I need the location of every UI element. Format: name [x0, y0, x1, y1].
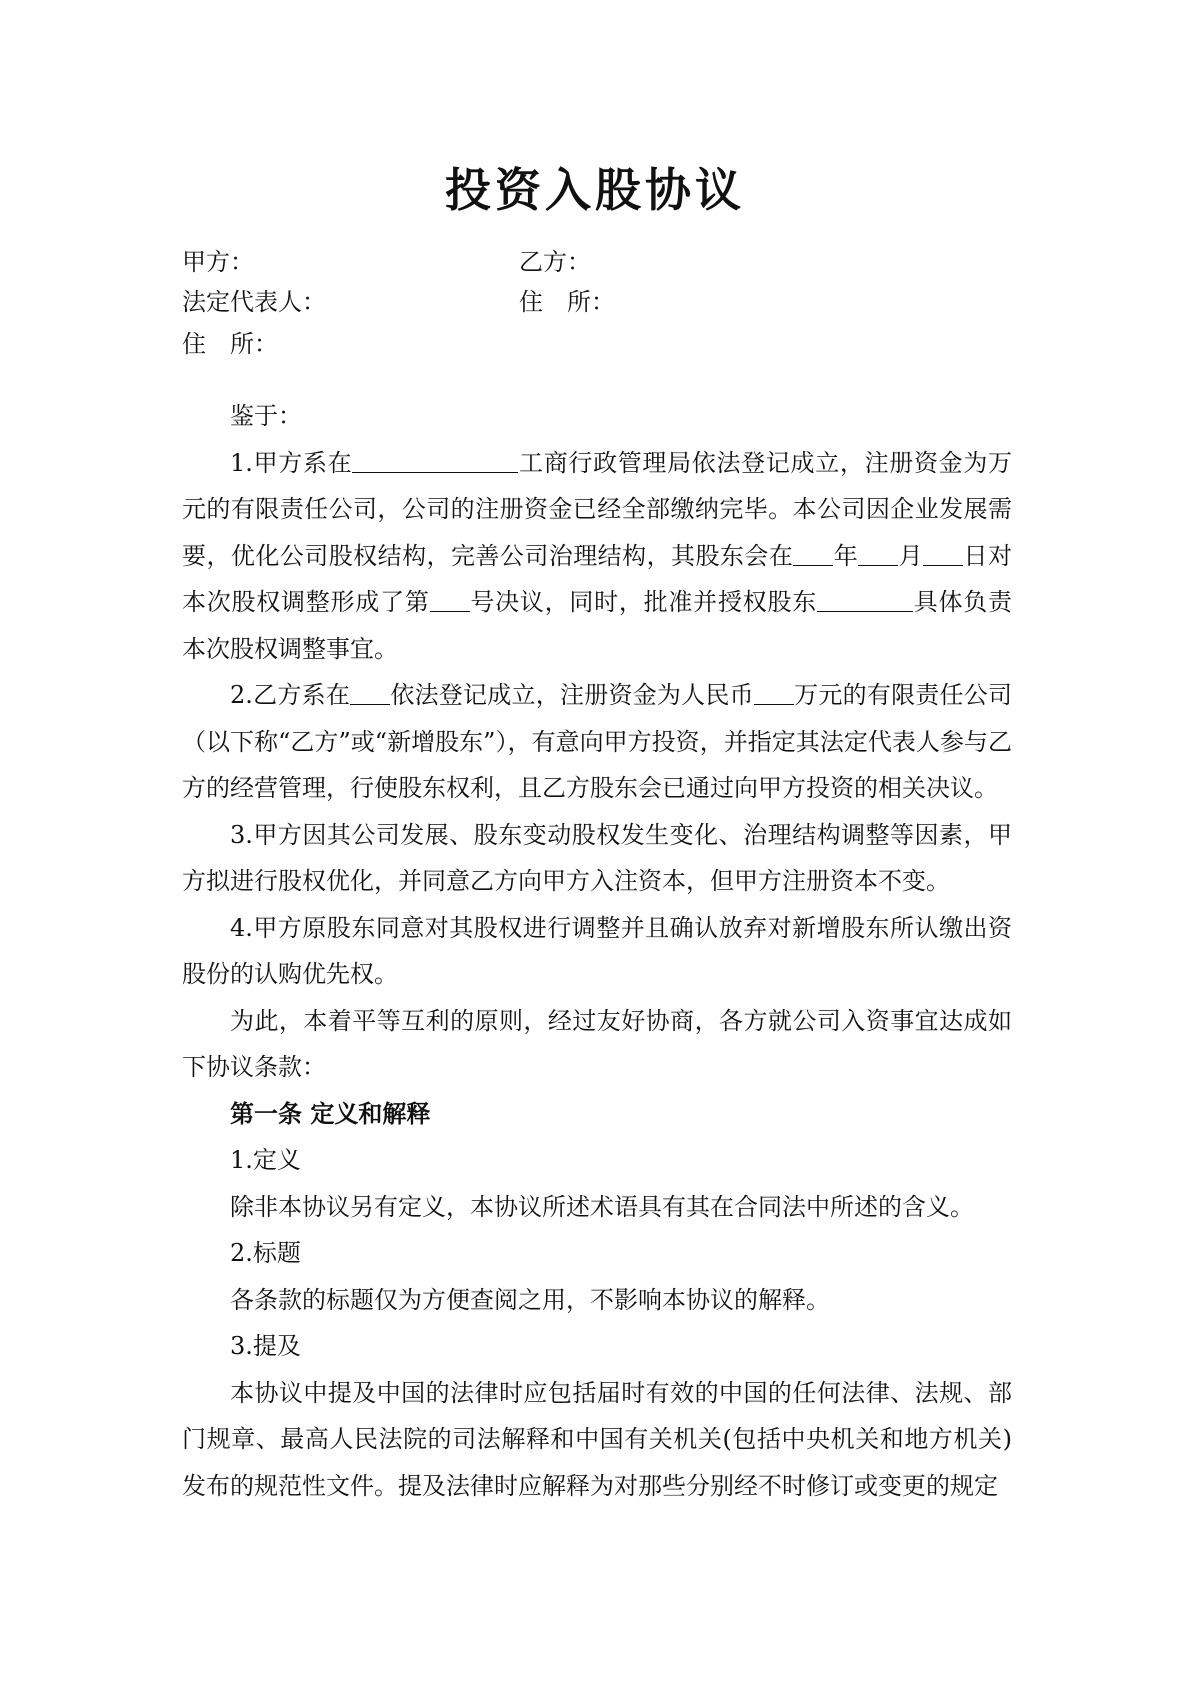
party-b-label: 乙方： [519, 248, 591, 276]
recital-2-part-c: 万元的有限责任公司（以下称“乙方”或“新增股东”），有意向甲方投资，并指定其法定代表人参与乙方的经营管理，行使股东权利，且乙方股东会已通过向甲方投资的相关决议。 [182, 681, 1013, 802]
party-row-2 [182, 280, 1012, 324]
therefore-paragraph: 为此，本着平等互利的原则，经过友好协商，各方就公司入资事宜达成如下协议条款： [182, 1006, 1012, 1081]
document-body [182, 393, 1012, 1509]
recital-1-part-b: 工商行政管理局依法登记成立，注册资金为万元的有限责任公司，公司的注册资金已经全部缴纳完毕。本公司因企业发展需要，优化公司股权结构，完善公司治理结构，其股东会在 [182, 448, 1013, 570]
section-2-title: 2.标题 [230, 1239, 301, 1267]
recital-4: 4.甲方原股东同意对其股权进行调整并且确认放弃对新增股东所认缴出资股份的认购优先权。 [182, 913, 1012, 988]
party-row-1 [182, 240, 1012, 284]
party-b-residence-label: 住 所： [519, 288, 615, 316]
blank-year [793, 537, 833, 566]
blank-day [923, 537, 963, 566]
recital-1-part-g: 具体负责本次股权调整事宜。 [182, 588, 1013, 663]
party-row-3 [182, 322, 1012, 366]
recital-1-part-a: 1.甲方系在 [230, 448, 353, 477]
section-2-text: 各条款的标题仅为方便查阅之用，不影响本协议的解释。 [230, 1285, 830, 1314]
blank-registration-place [350, 676, 390, 705]
recital-1-part-f: 号决议，同时，批准并授权股东 [469, 588, 817, 616]
whereas-label: 鉴于： [230, 402, 302, 430]
recital-2 [182, 672, 1012, 812]
recital-3: 3.甲方因其公司发展、股东变动股权发生变化、治理结构调整等因素，甲方拟进行股权优化，并同意乙方向甲方入注资本，但甲方注册资本不变。 [182, 820, 1012, 895]
blank-resolution-number [430, 583, 470, 612]
blank-registration-authority [352, 444, 518, 473]
recital-1-part-d: 月 [898, 541, 924, 570]
section-1-text: 除非本协议另有定义，本协议所述术语具有其在合同法中所述的含义。 [230, 1192, 974, 1221]
legal-representative-label: 法定代表人： [182, 288, 326, 316]
party-a-residence-label: 住 所： [182, 330, 278, 358]
section-3-text: 本协议中提及中国的法律时应包括届时有效的中国的任何法律、法规、部门规章、最高人民法院的司法解释和中国有关机关(包括中央机关和地方机关)发布的规范性文件。提及法律时应解释为对那些分别经不时修订或变更的规定 [182, 1378, 1012, 1500]
blank-registered-capital [754, 676, 794, 705]
section-3-title: 3.提及 [230, 1332, 301, 1360]
recital-1-part-e: 日对本次股权调整形成了第 [182, 541, 1013, 616]
article-1-heading: 第一条 定义和解释 [230, 1098, 431, 1128]
section-1-title: 1.定义 [230, 1146, 301, 1174]
recital-1-part-c: 年 [833, 541, 859, 570]
recital-1 [182, 440, 1012, 673]
document-title: 投资入股协议 [445, 163, 745, 217]
blank-authorized-shareholder [817, 583, 913, 612]
party-a-label: 甲方： [182, 248, 254, 276]
recital-2-part-a: 2.乙方系在 [230, 681, 351, 709]
blank-month [858, 537, 898, 566]
recital-2-part-b: 依法登记成立，注册资金为人民币 [390, 681, 754, 709]
